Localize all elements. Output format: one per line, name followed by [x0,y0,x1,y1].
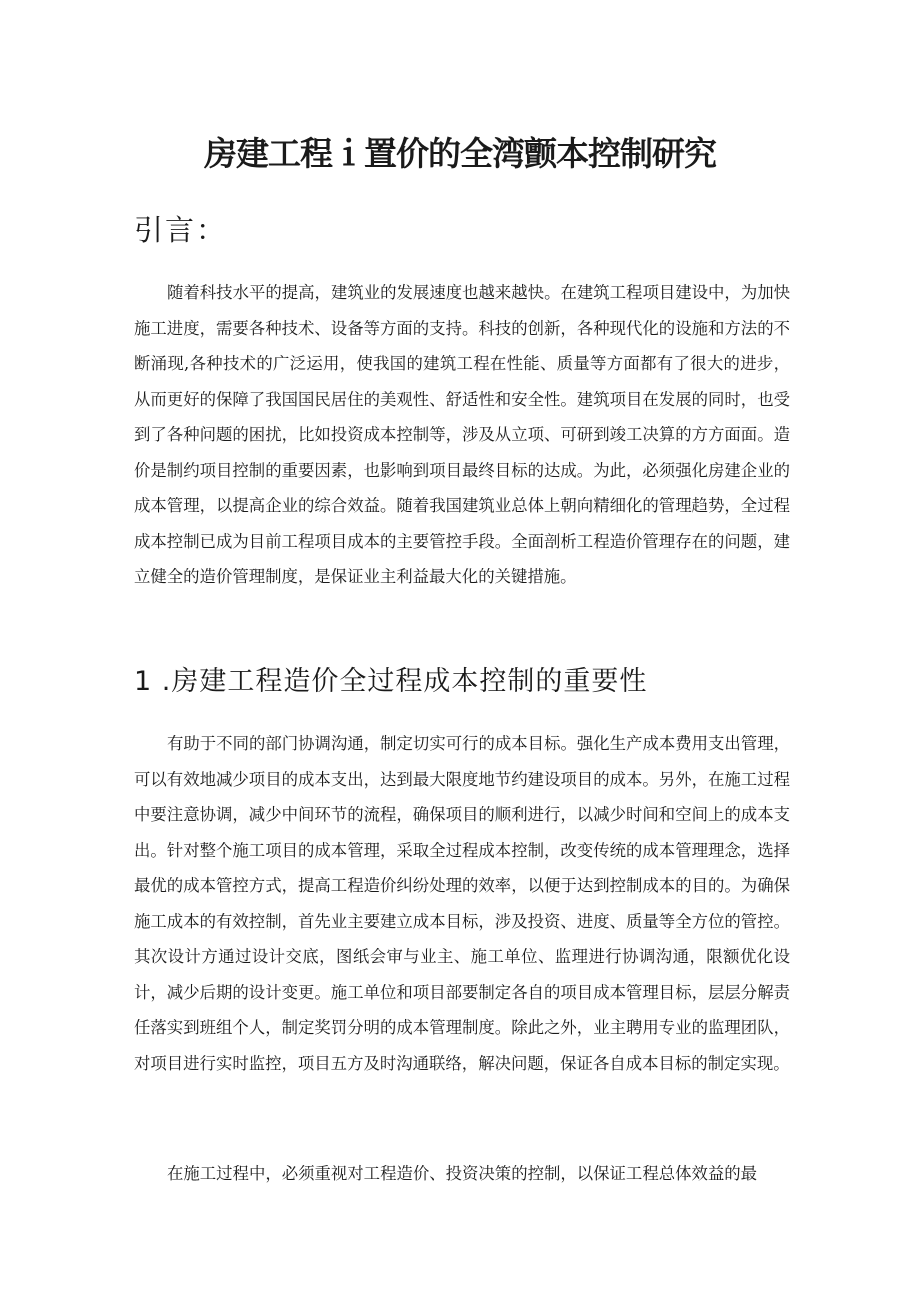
intro-paragraph: 随着科技水平的提高，建筑业的发展速度也越来越快。在建筑工程项目建设中，为加快施工进度，需要各种技术、设备等方面的支持。科技的创新，各种现代化的设施和方法的不断涌现,各种技术的广泛运用，使我国的建筑工程在性能、质量等方面都有了很大的进步，从而更好的保障了我国国民居住的美观性、舒适性和安全性。建筑项目在发展的同时，也受到了各种问题的困扰，比如投资成本控制等，涉及从立项、可研到竣工决算的方方面面。造价是制约项目控制的重要因素，也影响到项目最终目标的达成。为此，必须强化房建企业的成本管理，以提高企业的综合效益。随着我国建筑业总体上朝向精细化的管理趋势，全过程成本控制已成为目前工程项目成本的主要管控手段。全面剖析工程造价管理存在的问题，建立健全的造价管理制度，是保证业主利益最大化的关键措施。 [134,283,790,586]
section-1-heading: 1 .房建工程造价全过程成本控制的重要性 [134,666,648,697]
document-title: 房建工程ｉ置价的全湾颤本控制研究 [204,134,716,173]
section-1-paragraph-1: 有助于不同的部门协调沟通，制定切实可行的成本目标。强化生产成本费用支出管理，可以有效地减少项目的成本支出，达到最大限度地节约建设项目的成本。另外，在施工过程中要注意协调，减少中间环节的流程，确保项目的顺利进行，以减少时间和空间上的成本支出。针对整个施工项目的成本管理，采取全过程成本控制，改变传统的成本管理理念，选择最优的成本管控方式，提高工程造价纠纷处理的效率，以便于达到控制成本的目的。为确保施工成本的有效控制，首先业主要建立成本目标，涉及投资、进度、质量等全方位的管控。其次设计方通过设计交底，图纸会审与业主、施工单位、监理进行协调沟通，限额优化设计，减少后期的设计变更。施工单位和项目部要制定各自的项目成本管理目标，层层分解责任落实到班组个人，制定奖罚分明的成本管理制度。除此之外，业主聘用专业的监理团队，对项目进行实时监控，项目五方及时沟通联络，解决问题，保证各自成本目标的制定实现。 [134,734,790,1073]
intro-heading: 引言： [134,213,228,247]
section-1-paragraph-2: 在施工过程中，必须重视对工程造价、投资决策的控制，以保证工程总体效益的最 [167,1164,758,1183]
